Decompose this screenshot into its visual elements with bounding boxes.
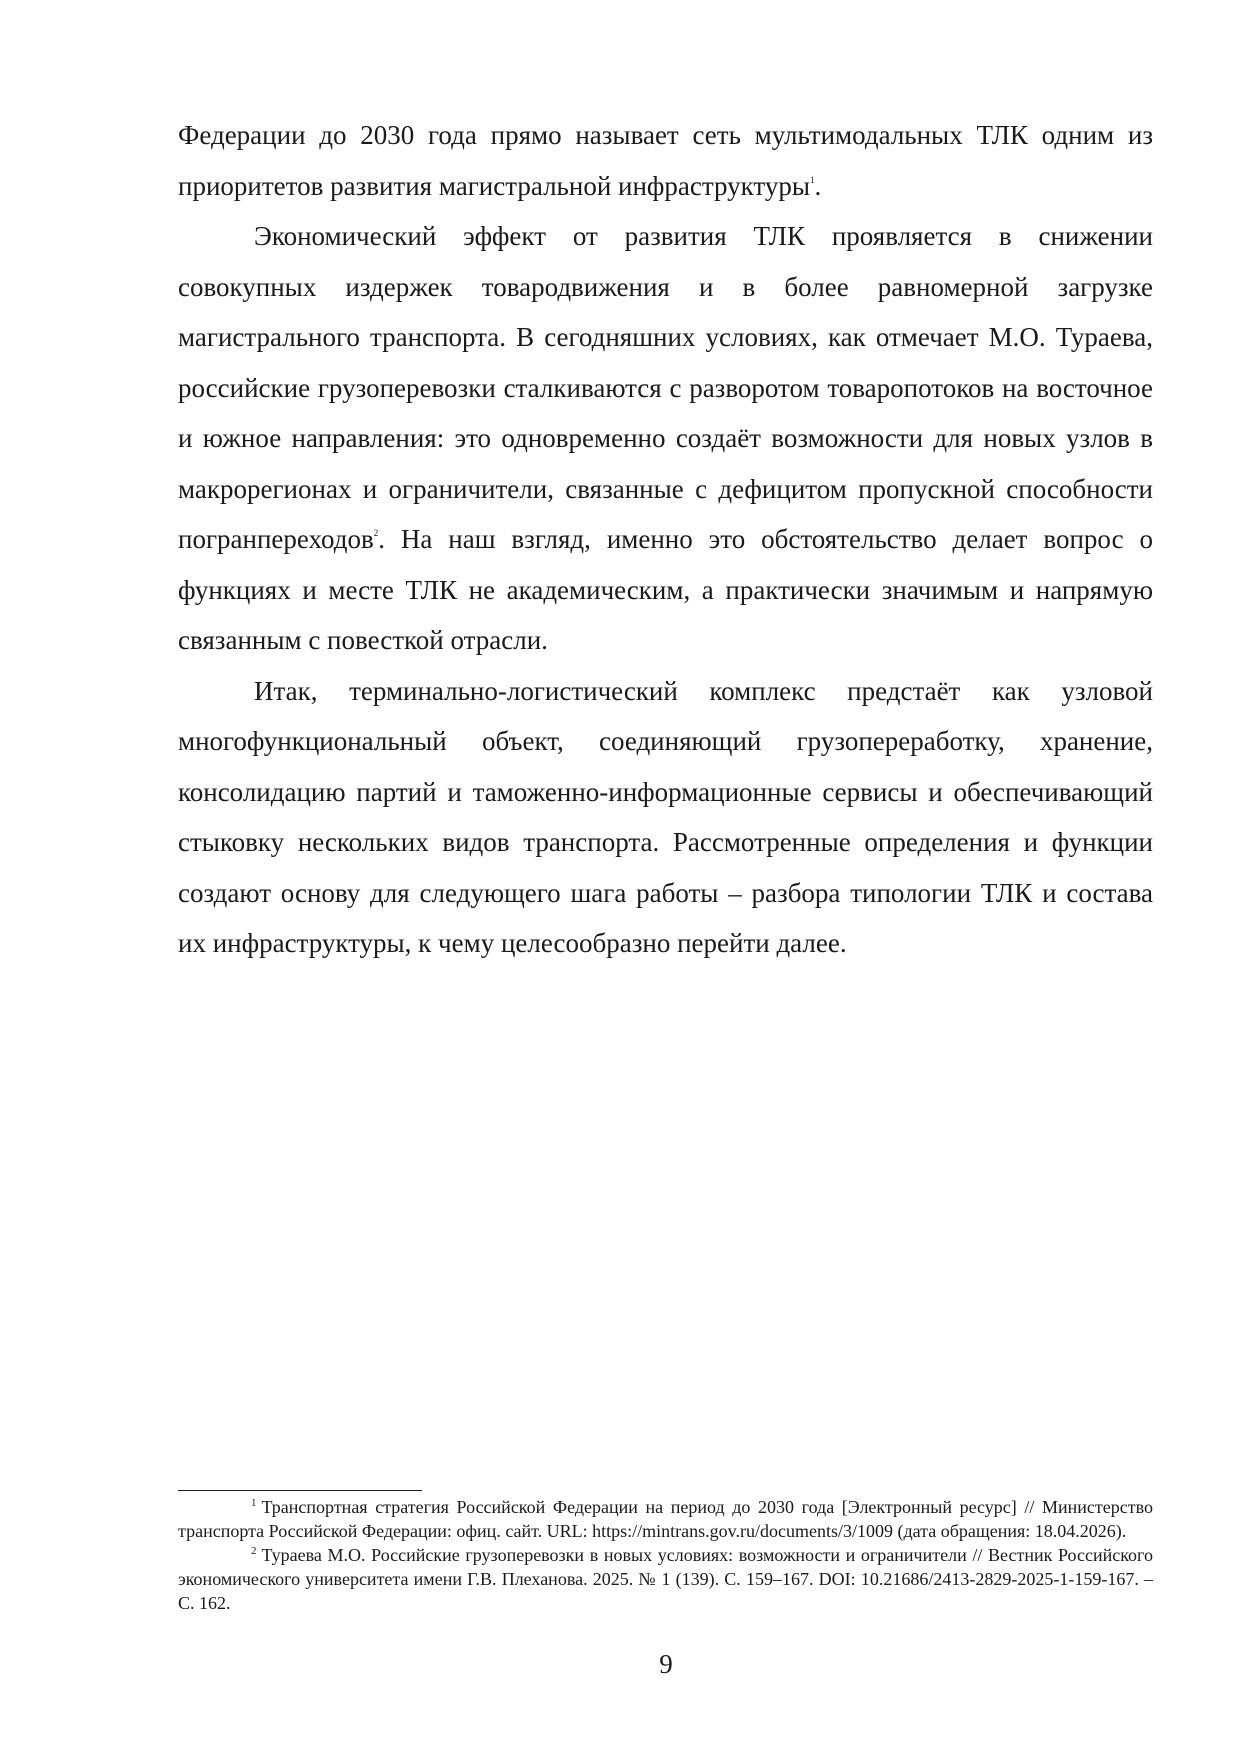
footnote-2 <box>178 1543 1153 1615</box>
footnote-1 <box>178 1495 1153 1543</box>
footnote-mark-1: 1 <box>251 1497 257 1509</box>
footnote-ref-2[interactable]: 2 <box>373 528 379 538</box>
paragraph-2-text-end: . На наш взгляд, именно это обстоятельство делает вопрос о функциях и месте ТЛК не академическим, а практически значимым и напрямую связанным с повесткой отрасли. <box>178 524 1153 655</box>
footnote-ref-1[interactable]: 1 <box>810 174 815 185</box>
paragraph-1-text-end: . <box>814 170 822 201</box>
footnote-mark-2: 2 <box>251 1545 257 1557</box>
paragraph-1-text: Федерации до 2030 года прямо называет сеть мультимодальных ТЛК одним из приоритетов развития магистральной инфраструктуры <box>178 120 1153 201</box>
paragraph-1 <box>178 110 1153 211</box>
paragraph-3: Итак, терминально-логистический комплекс предстаёт как узловой многофункциональный объект, соединяющий грузопереработку, хранение, консолидацию партий и таможенно-информационные сервисы и обеспечивающий стыковку нескольких видов транспорта. Рассмотренные определения и функции создают основу для следующего шага работы – разбора типологии ТЛК и состава их инфраструктуры, к чему целесообразно перейти далее. <box>178 675 1153 958</box>
footnotes <box>178 1495 1153 1615</box>
paragraph-2 <box>178 211 1153 666</box>
page-number: 9 <box>659 1649 673 1679</box>
footnote-1-text: Транспортная стратегия Российской Федерации на период до 2030 года [Электронный ресурс] // Министерство транспорта Российской Федерации: офиц. сайт. URL: https://mintrans.gov.ru/documents/3/1009 (дата обращения: 18.04.2026). <box>178 1497 1153 1541</box>
paragraph-2-text: Экономический эффект от развития ТЛК проявляется в снижении совокупных издержек товародвижения и в более равномерной загрузке магистрального транспорта. В сегодняшних условиях, как отмечает М.О. Тураева, российские грузоперевозки сталкиваются с разворотом товаропотоков на восточное и южное направления: это одновременно создаёт возможности для новых узлов в макрорегионах и ограничители, связанные с дефицитом пропускной способности погранпереходов <box>178 221 1153 554</box>
body-text <box>178 110 1153 969</box>
footnote-separator <box>178 1490 422 1491</box>
footnote-2-text: Тураева М.О. Российские грузоперевозки в новых условиях: возможности и ограничители // Вестник Российского экономического университета имени Г.В. Плеханова. 2025. № 1 (139). С. 159–167. DOI: 10.21686/2413-2829-2025-1-159-167. – С. 162. <box>178 1545 1153 1613</box>
